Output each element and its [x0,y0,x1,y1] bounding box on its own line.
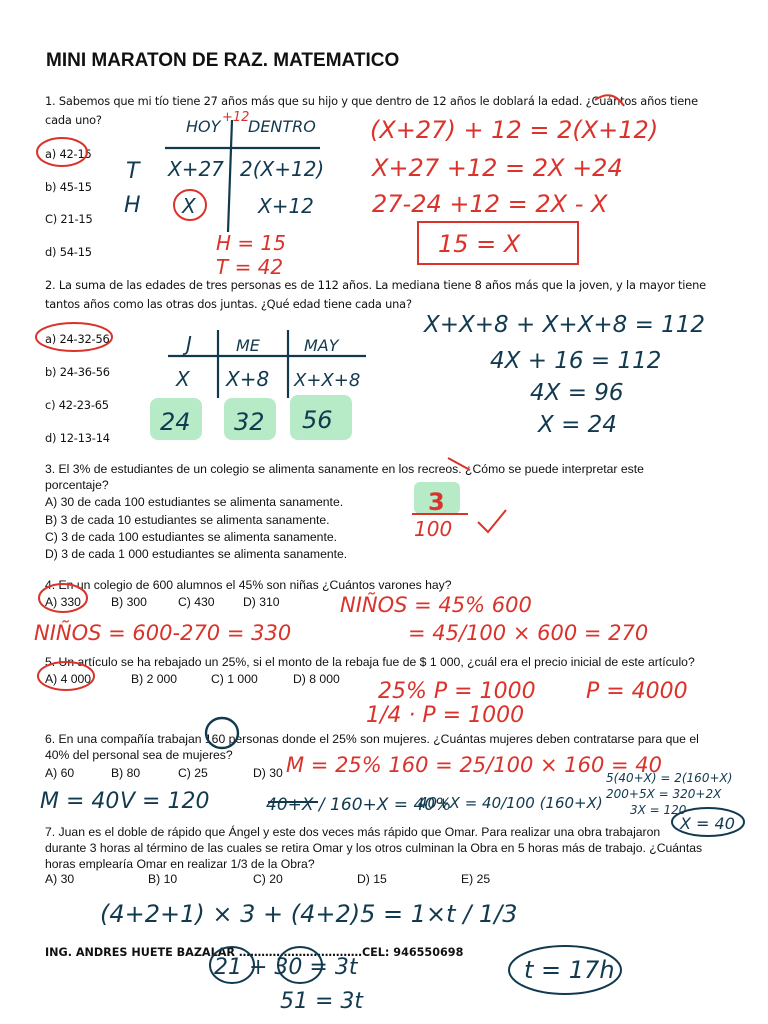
hw-q6-x40: X = 40 [680,814,735,833]
q6-option-d: D) 30 [253,766,283,780]
hw-q1-eq3: 27-24 +12 = 2X - X [372,190,608,218]
arc-mark-q1 [595,95,624,106]
hw-q2-me: ME [236,336,260,355]
hw-q2-eq4: X = 24 [538,412,617,438]
circle-160 [206,718,238,748]
hw-q6-eq5: 3X = 120 [630,803,687,817]
hw-q1-eq4: 15 = X [438,230,521,258]
q7-text-line3: horas emplearía Omar en realizar 1/3 de la Obra? [45,857,315,871]
hw-q2-32: 32 [234,408,265,436]
answer-circle-q1 [37,138,87,166]
hw-q5-eq3: 1/4 · P = 1000 [366,703,525,728]
hw-q5-eq1: 25% P = 1000 [378,679,536,704]
q7-option-b: B) 10 [148,872,178,886]
q5-option-d: D) 8 000 [293,672,340,686]
footer-author: ING. ANDRES HUETE BAZALAR ……………………………CEL: 946550698 [45,946,464,959]
q4-option-d: D) 310 [243,595,280,609]
q2-text-line2: tantos años como las otras dos juntas. ¿Qué edad tiene cada una? [45,297,412,311]
q6-text-line1: 6. En una compañía trabajan 160 personas donde el 25% son mujeres. ¿Cuántas mujeres deben contratarse para que el [45,732,699,746]
q7-option-c: C) 20 [253,872,283,886]
q6-option-a: A) 60 [45,766,75,780]
q3-text-line2: porcentaje? [45,478,109,492]
answer-circle-q5 [38,662,94,690]
q6-option-b: B) 80 [111,766,141,780]
page-title: MINI MARATON DE RAZ. MATEMATICO [46,50,400,71]
hw-q6-v120: V = 120 [120,789,210,814]
answer-circle-q2 [36,323,112,351]
hw-q4-eq2: = 45/100 × 600 = 270 [408,621,649,645]
hw-q1-h: H [124,193,141,218]
hw-q1-h15: H = 15 [216,231,286,255]
hw-q2-xx8: X+X+8 [294,370,361,391]
q7-text-line1: 7. Juan es el doble de rápido que Ángel y este dos veces más rápido que Omar. Para realizar una obra trabajaron [45,825,661,839]
q6-text-line2: 40% del personal sea de mujeres? [45,748,233,762]
hw-q1-t: T [126,159,140,184]
hw-q7-eq3: 51 = 3t [280,989,364,1014]
hw-q1-dentro: DENTRO [248,117,316,136]
q3-option-d: D) 3 de cada 1 000 estudiantes se alimenta sanamente. [45,547,348,561]
q7-option-a: A) 30 [45,872,75,886]
hw-q7-eq2: 21 + 30 = 3t [214,955,358,980]
q3-option-c: C) 3 de cada 100 estudiantes se alimenta sanamente. [45,530,338,544]
hw-q1-plus12: +12 [222,110,250,125]
hw-q1-x27: X+27 [168,157,224,181]
hw-q2-j: J [186,332,192,356]
hw-q7-eq1: (4+2+1) × 3 + (4+2)5 = 1×t / 1/3 [100,900,518,928]
q4-option-a: A) 330 [45,595,81,609]
answer-circle-q4 [39,584,87,612]
hw-q6-eq3: 5(40+X) = 2(160+X) [606,771,733,785]
check-q3 [478,510,506,532]
hw-q2-eq2: 4X + 16 = 112 [490,348,662,374]
hw-q2-x8: X+8 [226,367,270,391]
q1-text-line2: cada uno? [45,113,102,127]
q1-option-b: b) 45-15 [45,180,92,194]
q5-option-a: A) 4 000 [45,672,92,686]
q7-text-line2: durante 3 horas al término de las cuales se retira Omar y los otros culminan la Obra en 5 horas más de trabajo. ¿Cuántas [45,841,703,855]
hw-q6-eq4: 200+5X = 320+2X [606,787,722,801]
hw-q2-24: 24 [160,408,191,436]
q4-option-b: B) 300 [111,595,147,609]
q1-text-line1: 1. Sabemos que mi tío tiene 27 años más que su hijo y que dentro de 12 años le doblará la edad. ¿Cuántos años tiene [45,94,698,108]
hw-q4-eq3: NIÑOS = 600-270 = 330 [34,621,292,645]
arrow-q3 [448,458,470,470]
q3-text-line1: 3. El 3% de estudiantes de un colegio se alimenta sanamente en los recreos. ¿Cómo se puede interpretar este [45,462,644,476]
hw-q1-2x12: 2(X+12) [240,157,325,181]
q1-option-c: C) 21-15 [45,212,93,226]
q5-option-c: C) 1 000 [211,672,258,686]
hw-q1-t42: T = 42 [216,255,284,279]
hw-q6-m40: M = 40 [40,789,120,814]
hw-q2-may: MAY [304,336,339,355]
hw-q2-eq3: 4X = 96 [530,380,624,406]
q1-option-d: d) 54-15 [45,245,92,259]
hw-q6-frac: 40+X / 160+X = 40% [266,795,452,815]
q1-option-a: a) 42-15 [45,147,92,161]
hw-q7-ans: t = 17h [524,956,615,984]
q2-option-c: c) 42-23-65 [45,398,109,412]
q7-option-d: D) 15 [357,872,387,886]
q3-option-a: A) 30 de cada 100 estudiantes se alimenta sanamente. [45,495,344,509]
hw-q1-eq1: (X+27) + 12 = 2(X+12) [370,116,659,144]
q2-option-b: b) 24-36-56 [45,365,110,379]
hw-q6-eq1: M = 25% 160 = 25/100 × 160 = 40 [286,753,663,777]
hw-q6-eq2: 40+X = 40/100 (160+X) [418,794,603,812]
q5-text: 5. Un artículo se ha rebajado un 25%, si el monto de la rebaja fue de $ 1 000, ¿cuál era el precio inicial de este artículo? [45,655,695,669]
q4-option-c: C) 430 [178,595,215,609]
hw-q1-x: X [182,194,196,218]
hw-q3-num: 3 [428,488,445,516]
q7-option-e: E) 25 [461,872,491,886]
q2-text-line1: 2. La suma de las edades de tres personas es de 112 años. La mediana tiene 8 años más que la joven, y la mayor tiene [45,278,706,292]
q2-option-d: d) 12-13-14 [45,431,110,445]
hw-q2-x: X [176,367,190,391]
hw-q2-eq1: X+X+8 + X+X+8 = 112 [424,312,706,338]
hw-q1-eq2: X+27 +12 = 2X +24 [372,154,623,182]
q4-text: 4. En un colegio de 600 alumnos el 45% son niñas ¿Cuántos varones hay? [45,578,452,592]
hw-q4-eq1: NIÑOS = 45% 600 [340,593,532,617]
hw-q1-x12: X+12 [258,194,314,218]
q2-option-a: a) 24-32-56 [45,332,110,346]
q6-option-c: C) 25 [178,766,208,780]
hw-q1-hoy: HOY [186,117,221,136]
hw-q3-den: 100 [414,517,453,541]
q5-option-b: B) 2 000 [131,672,178,686]
q3-option-b: B) 3 de cada 10 estudiantes se alimenta sanamente. [45,513,330,527]
hw-q5-eq2: P = 4000 [586,679,688,704]
hw-q2-56: 56 [302,406,333,434]
